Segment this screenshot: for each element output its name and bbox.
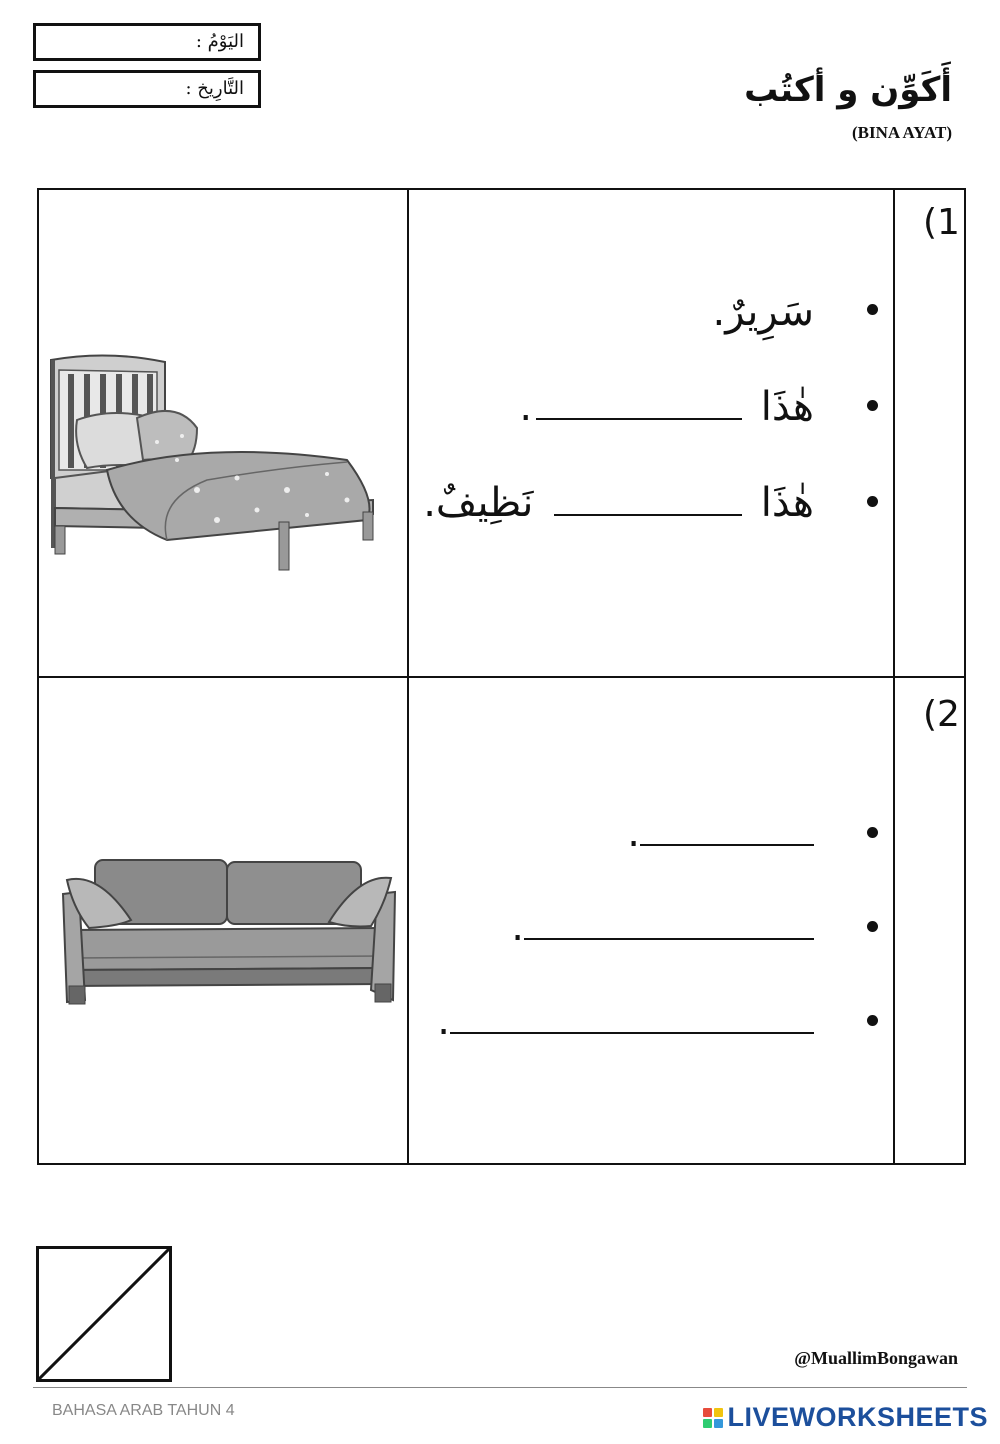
bullet [867, 921, 878, 932]
footer-divider [33, 1387, 967, 1388]
bullet [867, 304, 878, 315]
liveworksheets-brand[interactable] [703, 1402, 988, 1433]
sentence-line [519, 382, 814, 432]
bed-picture [47, 350, 387, 580]
day-label: اليَوْمُ : [195, 31, 244, 52]
answer-blank[interactable] [554, 488, 742, 516]
row-divider [39, 676, 964, 678]
liveworksheets-logo-icon [703, 1408, 723, 1428]
answer-blank[interactable] [640, 818, 814, 846]
date-field[interactable] [33, 70, 261, 108]
sentence-suffix: . [511, 904, 524, 950]
bullet [867, 400, 878, 411]
sentence-suffix: نَظِيفٌ. [423, 480, 534, 526]
sentence-line [511, 902, 814, 952]
exercise-grid [37, 188, 966, 1165]
sentence-prefix: هٰذَا [760, 384, 814, 430]
worksheet-subtitle: (BINA AYAT) [852, 123, 952, 142]
worksheet-title: أَكَوِّن و أكتُب [744, 70, 952, 110]
score-box [36, 1246, 172, 1382]
sentence-prefix: هٰذَا [760, 480, 814, 526]
bullet [867, 827, 878, 838]
answer-blank[interactable] [524, 912, 814, 940]
brand-name: LIVEWORKSHEETS [727, 1402, 988, 1432]
sentence-line [627, 808, 814, 858]
sofa-picture [59, 850, 399, 1020]
sentence-suffix: . [437, 998, 450, 1044]
subject-label: BAHASA ARAB TAHUN 4 [52, 1402, 235, 1419]
sentence-text: سَرِيرٌ. [712, 289, 814, 335]
sentence-suffix: . [627, 810, 640, 856]
date-label: التَّارِيخ : [185, 78, 244, 99]
diagonal-line-icon [39, 1249, 169, 1379]
question-number: (2 [923, 694, 960, 735]
sentence-line [423, 478, 814, 528]
bullet [867, 496, 878, 507]
sentence-line [437, 996, 814, 1046]
answer-blank[interactable] [536, 392, 742, 420]
day-field[interactable] [33, 23, 261, 61]
question-number: (1 [923, 202, 960, 243]
bullet [867, 1015, 878, 1026]
sentence-suffix: . [519, 384, 533, 430]
sentence-line [712, 287, 814, 337]
author-credit: @MuallimBongawan [794, 1348, 958, 1368]
answer-blank[interactable] [450, 1006, 814, 1034]
